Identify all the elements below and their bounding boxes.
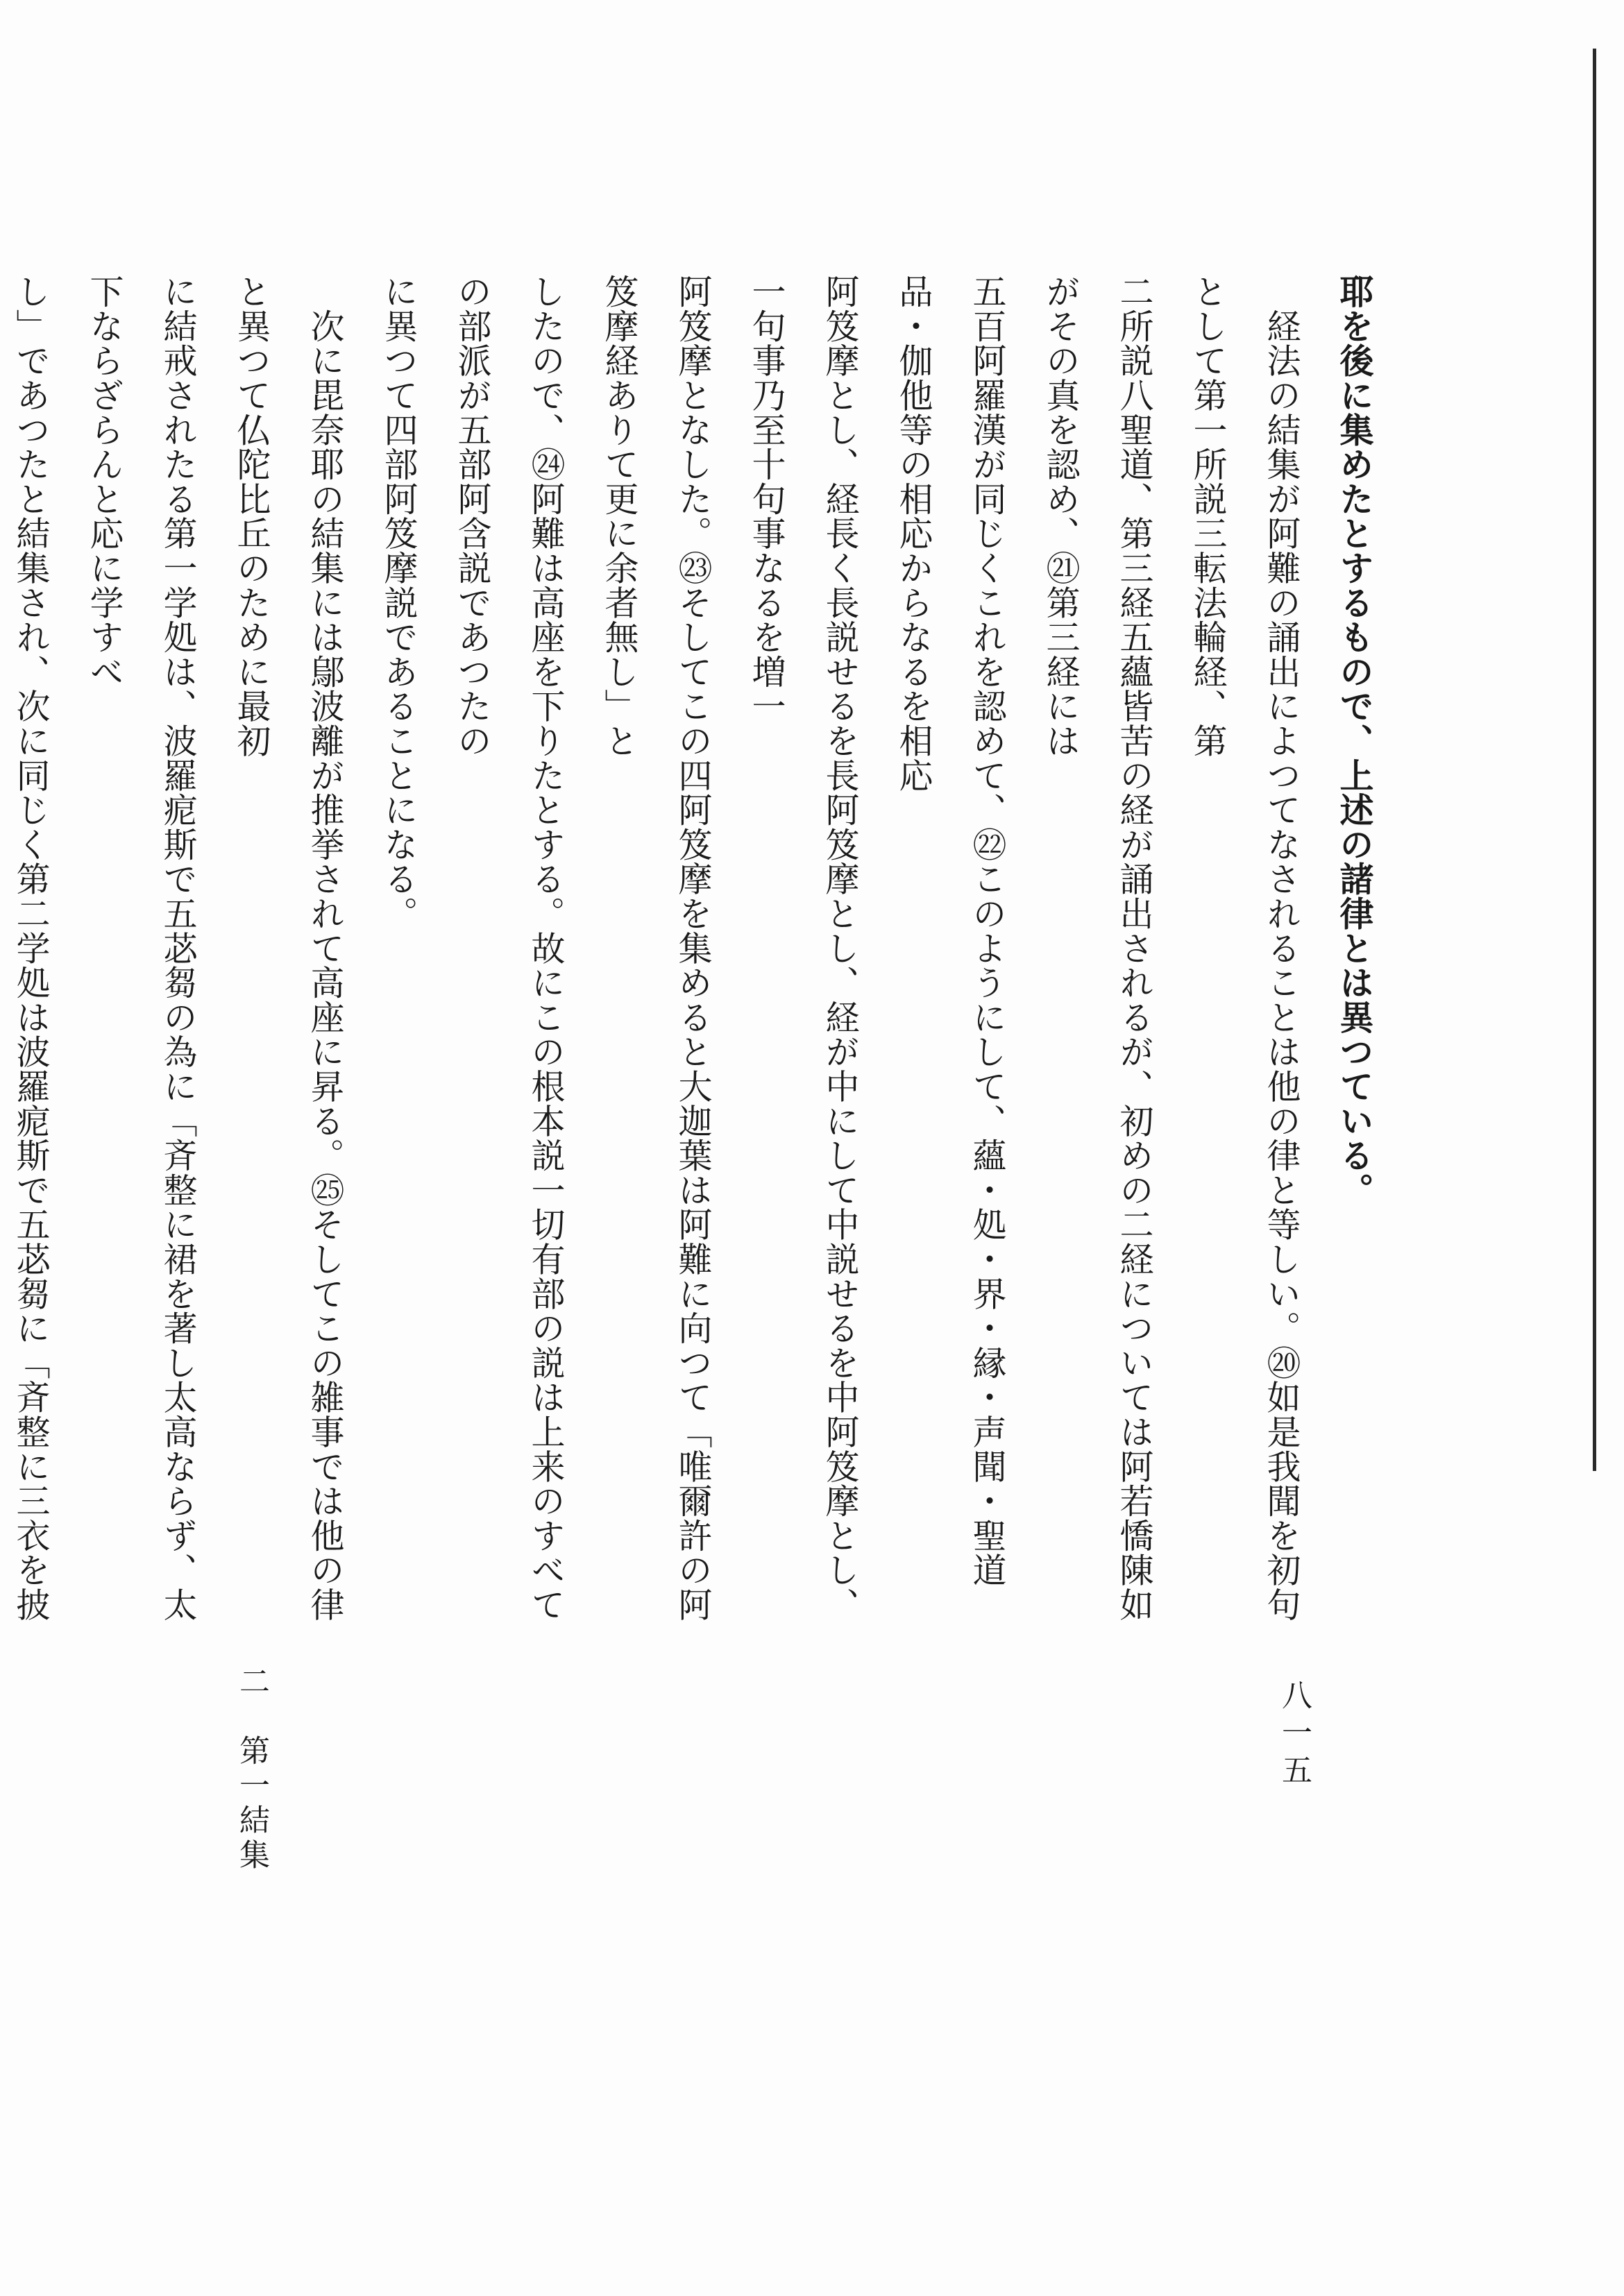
- running-head: 二 第一結集: [234, 1665, 269, 1873]
- text-line: 耶を後に集めたとするもので、上述の諸律とは異つている。: [1335, 274, 1375, 1207]
- page-number: 八一五: [1276, 1679, 1312, 1792]
- text-line: 阿笈摩となした。㉓そしてこの四阿笈摩を集めると大迦葉は阿難に向つて「唯爾許の阿笈摩経ありて更に余者無し」と: [600, 274, 713, 1622]
- text-line: 経法の結集が阿難の誦出によつてなされることは他の律と等しい。⑳如是我聞を初句として第一所説三転法輪経、第: [1188, 274, 1301, 1622]
- text-line: 次に毘奈耶の結集には鄔波離が推挙されて高座に昇る。㉕そしてこの雑事では他の律と異つて仏陀比丘のために最初: [232, 274, 345, 1622]
- text-line: 二所説八聖道、第三経五蘊皆苦の経が誦出されるが、初めの二経については阿若憍陳如がその真を認め、㉑第三経には: [1041, 274, 1154, 1622]
- text-line: に結戒されたる第一学処は、波羅痆斯で五苾芻の為に「斉整に裙を著し太高ならず、太下ならざらんと応に学すべ: [85, 274, 198, 1622]
- text-line: 五百阿羅漢が同じくこれを認めて、㉒このようにして、蘊・処・界・縁・声聞・聖道品・伽他等の相応からなるを相応: [894, 274, 1007, 1588]
- text-line: し」であつたと結集され、次に同じく第二学処は波羅痆斯で五苾芻に「斉整に三衣を披: [11, 274, 51, 1622]
- body-text: [11, 274, 1392, 1648]
- text-line: したので、㉔阿難は高座を下りたとする。故にこの根本説一切有部の説は上来のすべての部派が五部阿含説であつたの: [452, 274, 566, 1622]
- text-line: 阿笈摩とし、経長く長説せるを長阿笈摩とし、経が中にして中説せるを中阿笈摩とし、一句事乃至十句事なるを増一: [747, 274, 860, 1622]
- text-line: に異つて四部阿笈摩説であることになる。: [379, 274, 418, 931]
- page-edge-line: [1593, 49, 1596, 1471]
